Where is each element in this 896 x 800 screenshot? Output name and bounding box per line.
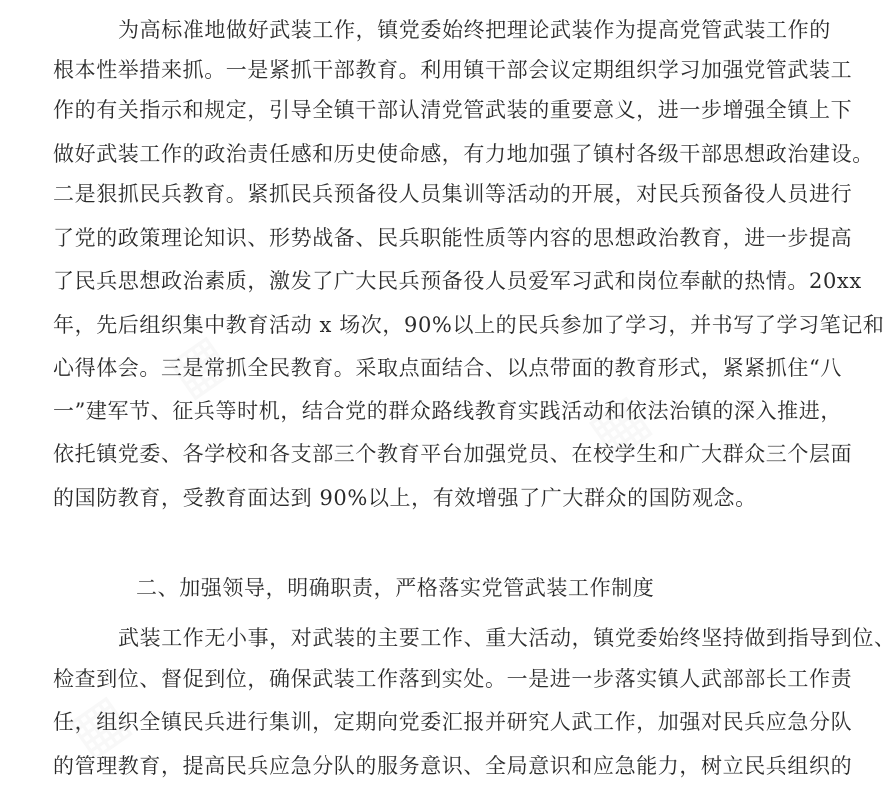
paragraph-line: 了党的政策理论知识、形势战备、民兵职能性质等内容的思想政治教育，进一步提高 bbox=[53, 226, 853, 250]
watermark-mark: ▦ bbox=[575, 380, 662, 470]
paragraph-line: 年，先后组织集中教育活动 x 场次，90%以上的民兵参加了学习，并书写了学习笔记和 bbox=[53, 313, 885, 337]
watermark-mark: ▦ bbox=[155, 320, 242, 410]
watermark-mark: ▦ bbox=[55, 680, 142, 770]
paragraph-line: 的管理教育，提高民兵应急分队的服务意识、全局意识和应急能力，树立民兵组织的 bbox=[53, 754, 853, 778]
paragraph-line: 依托镇党委、各学校和各支部三个教育平台加强党员、在校学生和广大群众三个层面 bbox=[53, 442, 853, 466]
paragraph-line: 任，组织全镇民兵进行集训，定期向党委汇报并研究人武工作，加强对民兵应急分队 bbox=[53, 710, 853, 734]
paragraph-line: 二是狠抓民兵教育。紧抓民兵预备役人员集训等活动的开展，对民兵预备役人员进行 bbox=[53, 182, 853, 206]
paragraph-line: 根本性举措来抓。一是紧抓干部教育。利用镇干部会议定期组织学习加强党管武装工 bbox=[53, 58, 853, 82]
paragraph-line: 的国防教育，受教育面达到 90%以上，有效增强了广大群众的国防观念。 bbox=[53, 486, 757, 510]
paragraph-line: 检查到位、督促到位，确保武装工作落到实处。一是进一步落实镇人武部部长工作责 bbox=[53, 667, 853, 691]
paragraph-line: 武装工作无小事，对武装的主要工作、重大活动，镇党委始终坚持做到指导到位、 bbox=[118, 626, 896, 650]
paragraph-line: 了民兵思想政治素质，激发了广大民兵预备役人员爱军习武和岗位奉献的热情。20xx bbox=[53, 269, 862, 293]
section-heading: 二、加强领导，明确职责，严格落实党管武装工作制度 bbox=[136, 576, 655, 600]
paragraph-line: 一”建军节、征兵等时机，结合党的群众路线教育实践活动和依法治镇的深入推进， bbox=[53, 399, 842, 423]
paragraph-line: 为高标准地做好武装工作，镇党委始终把理论武装作为提高党管武装工作的 bbox=[118, 18, 831, 42]
paragraph-line: 心得体会。三是常抓全民教育。采取点面结合、以点带面的教育形式，紧紧抓住“八 bbox=[53, 356, 842, 380]
paragraph-line: 作的有关指示和规定，引导全镇干部认清党管武装的重要意义，进一步增强全镇上下 bbox=[53, 98, 853, 122]
paragraph-line: 做好武装工作的政治责任感和历史使命感，有力地加强了镇村各级干部思想政治建设。 bbox=[53, 142, 874, 166]
